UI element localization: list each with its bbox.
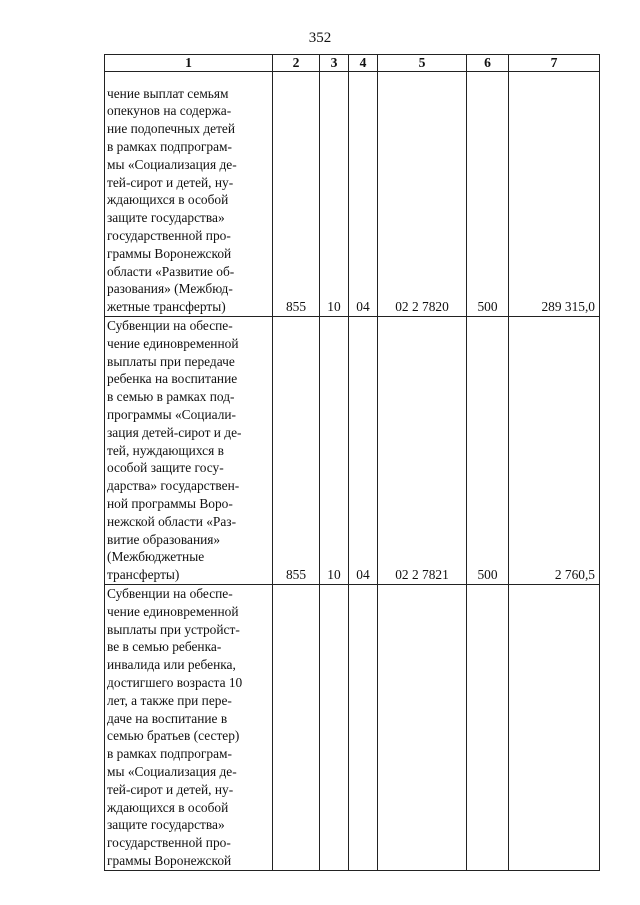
subsection-code: 04 [349, 72, 378, 317]
target-article-code: 02 2 7821 [378, 317, 467, 585]
table-row [105, 317, 600, 585]
header-col-1: 1 [105, 55, 273, 72]
page-number: 352 [308, 30, 332, 46]
header-col-5: 5 [378, 55, 467, 72]
ministry-code [273, 584, 320, 870]
row-description: Субвенции на обеспе- чение единовременной выплаты при устройст- ве в семью ребенка- инвалида или ребенка, достигшего возраста 10 лет, а также при пере- даче на воспитание в семью братьев (сестер) в рамках подпрограм- мы «Социализация де- тей-сирот и детей, ну- ждающихся в особой защите государства» государственной про- граммы Воронежской [105, 584, 273, 870]
header-col-7: 7 [509, 55, 600, 72]
subsection-code [349, 584, 378, 870]
expense-type-code: 500 [467, 317, 509, 585]
section-code: 10 [320, 72, 349, 317]
expense-type-code: 500 [467, 72, 509, 317]
ministry-code: 855 [273, 317, 320, 585]
ministry-code: 855 [273, 72, 320, 317]
section-code: 10 [320, 317, 349, 585]
table-row [105, 72, 600, 317]
expense-type-code [467, 584, 509, 870]
target-article-code: 02 2 7820 [378, 72, 467, 317]
amount: 289 315,0 [509, 72, 600, 317]
row-description: чение выплат семьям опекунов на содержа- ние подопечных детей в рамках подпрограм- мы «Социализация де- тей-сирот и детей, ну- ждающихся в особой защите государства» государственной про- граммы Воронежской области «Развитие об- разования» (Межбюд- жетные трансферты) [105, 72, 273, 317]
row-description: Субвенции на обеспе- чение единовременной выплаты при передаче ребенка на воспитание в семью в рамках под- программы «Социали- зация детей-сирот и де- тей, нуждающихся в особой защите госу- дарства» государствен- ной программы Воро- нежской области «Раз- витие образования» (Межбюджетные трансферты) [105, 317, 273, 585]
header-col-3: 3 [320, 55, 349, 72]
target-article-code [378, 584, 467, 870]
subsection-code: 04 [349, 317, 378, 585]
amount [509, 584, 600, 870]
header-col-2: 2 [273, 55, 320, 72]
budget-table [104, 54, 600, 871]
header-col-4: 4 [349, 55, 378, 72]
header-col-6: 6 [467, 55, 509, 72]
table-header-row [105, 55, 600, 72]
amount: 2 760,5 [509, 317, 600, 585]
section-code [320, 584, 349, 870]
table-row [105, 584, 600, 870]
